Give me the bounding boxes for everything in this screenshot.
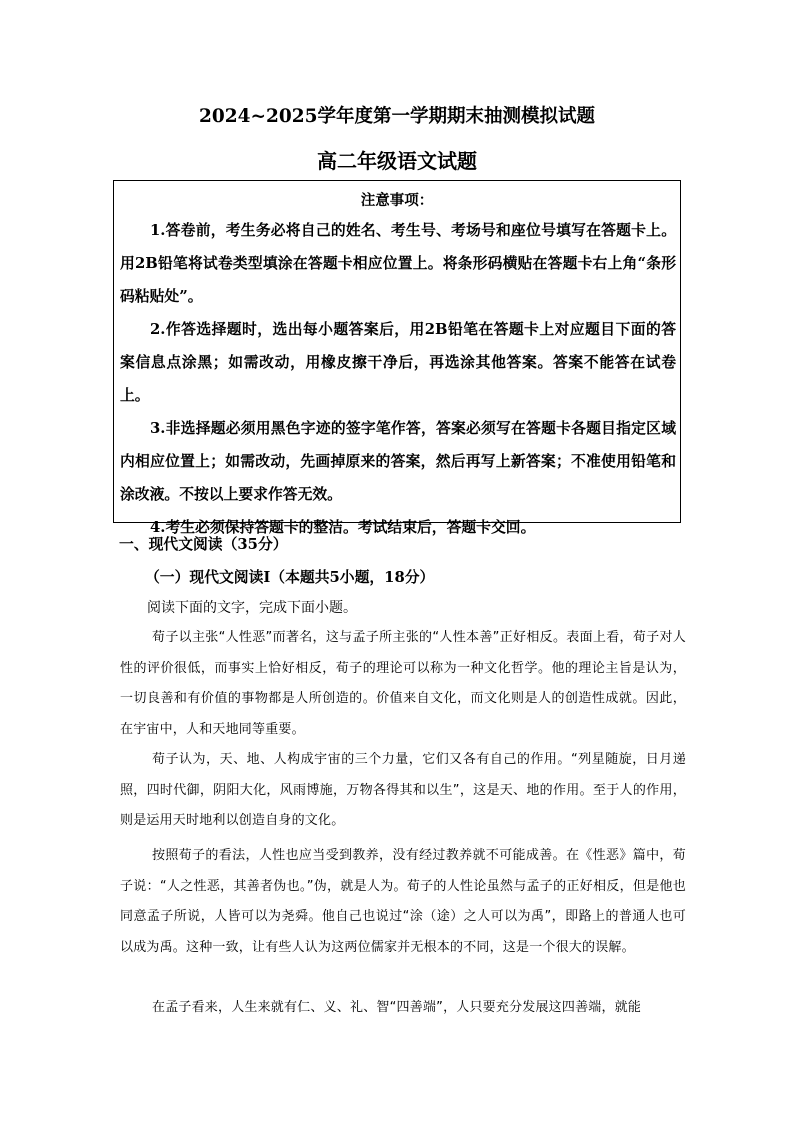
section-heading: 一、现代文阅读（35分） bbox=[119, 536, 288, 553]
passage-paragraph: 按照荀子的看法，人性也应当受到教养，没有经过教养就不可能成善。在《性恶》篇中，荀子说：“人之性恶，其善者伪也。”伪，就是人为。荀子的人性论虽然与孟子的正好相反，但是他也同意孟子所说，人皆可以为尧舜。他自己也说过“涂（途）之人可以为禹”，即路上的普通人也可以成为禹。这种一致，让有些人认为这两位儒家并无根本的不同，这是一个很大的误解。 bbox=[120, 848, 686, 955]
passage-paragraph: 荀子认为，天、地、人构成宇宙的三个力量，它们又各有自己的作用。“列星随旋，日月递照，四时代御，阴阳大化，风雨博施，万物各得其和以生”，这是天、地的作用。至于人的作用，则是运用天时地利以创造自身的文化。 bbox=[120, 752, 686, 828]
passage-paragraph: 在孟子看来，人生来就有仁、义、礼、智“四善端”，人只要充分发展这四善端，就能 bbox=[152, 1000, 642, 1015]
notice-item: 4.考生必须保持答题卡的整洁。考试结束后，答题卡交回。 bbox=[150, 519, 536, 536]
subsection-heading: （一）现代文阅读Ⅰ（本题共5小题，18分） bbox=[145, 569, 435, 586]
notice-item: 3.非选择题必须用黑色字迹的签字笔作答，答案必须写在答题卡各题目指定区域内相应位置上；如需改动，先画掉原来的答案，然后再写上新答案；不准使用铅笔和涂改液。不按以上要求作答无效。 bbox=[120, 420, 676, 503]
exam-subtitle: 高二年级语文试题 bbox=[317, 149, 477, 173]
notice-item: 2.作答选择题时，选出每小题答案后，用2B铅笔在答题卡上对应题目下面的答案信息点涂黑；如需改动，用橡皮擦干净后，再选涂其他答案。答案不能答在试卷上。 bbox=[120, 321, 676, 404]
exam-title: 2024~2025学年度第一学期期末抽测模拟试题 bbox=[199, 106, 595, 127]
reading-instruction: 阅读下面的文字，完成下面小题。 bbox=[147, 600, 357, 616]
notice-box bbox=[113, 180, 681, 536]
notice-title: 注意事项： bbox=[360, 192, 434, 209]
notice-item: 1.答卷前，考生务必将自己的姓名、考生号、考场号和座位号填写在答题卡上。用2B铅笔将试卷类型填涂在答题卡相应位置上。将条形码横贴在答题卡右上角“条形码粘贴处”。 bbox=[120, 222, 676, 305]
passage-paragraph: 荀子以主张“人性恶”而著名，这与孟子所主张的“人性本善”正好相反。表面上看，荀子对人性的评价很低，而事实上恰好相反，荀子的理论可以称为一种文化哲学。他的理论主旨是认为，一切良善和有价值的事物都是人所创造的。价值来自文化，而文化则是人的创造性成就。因此，在宇宙中，人和天地同等重要。 bbox=[120, 630, 686, 737]
